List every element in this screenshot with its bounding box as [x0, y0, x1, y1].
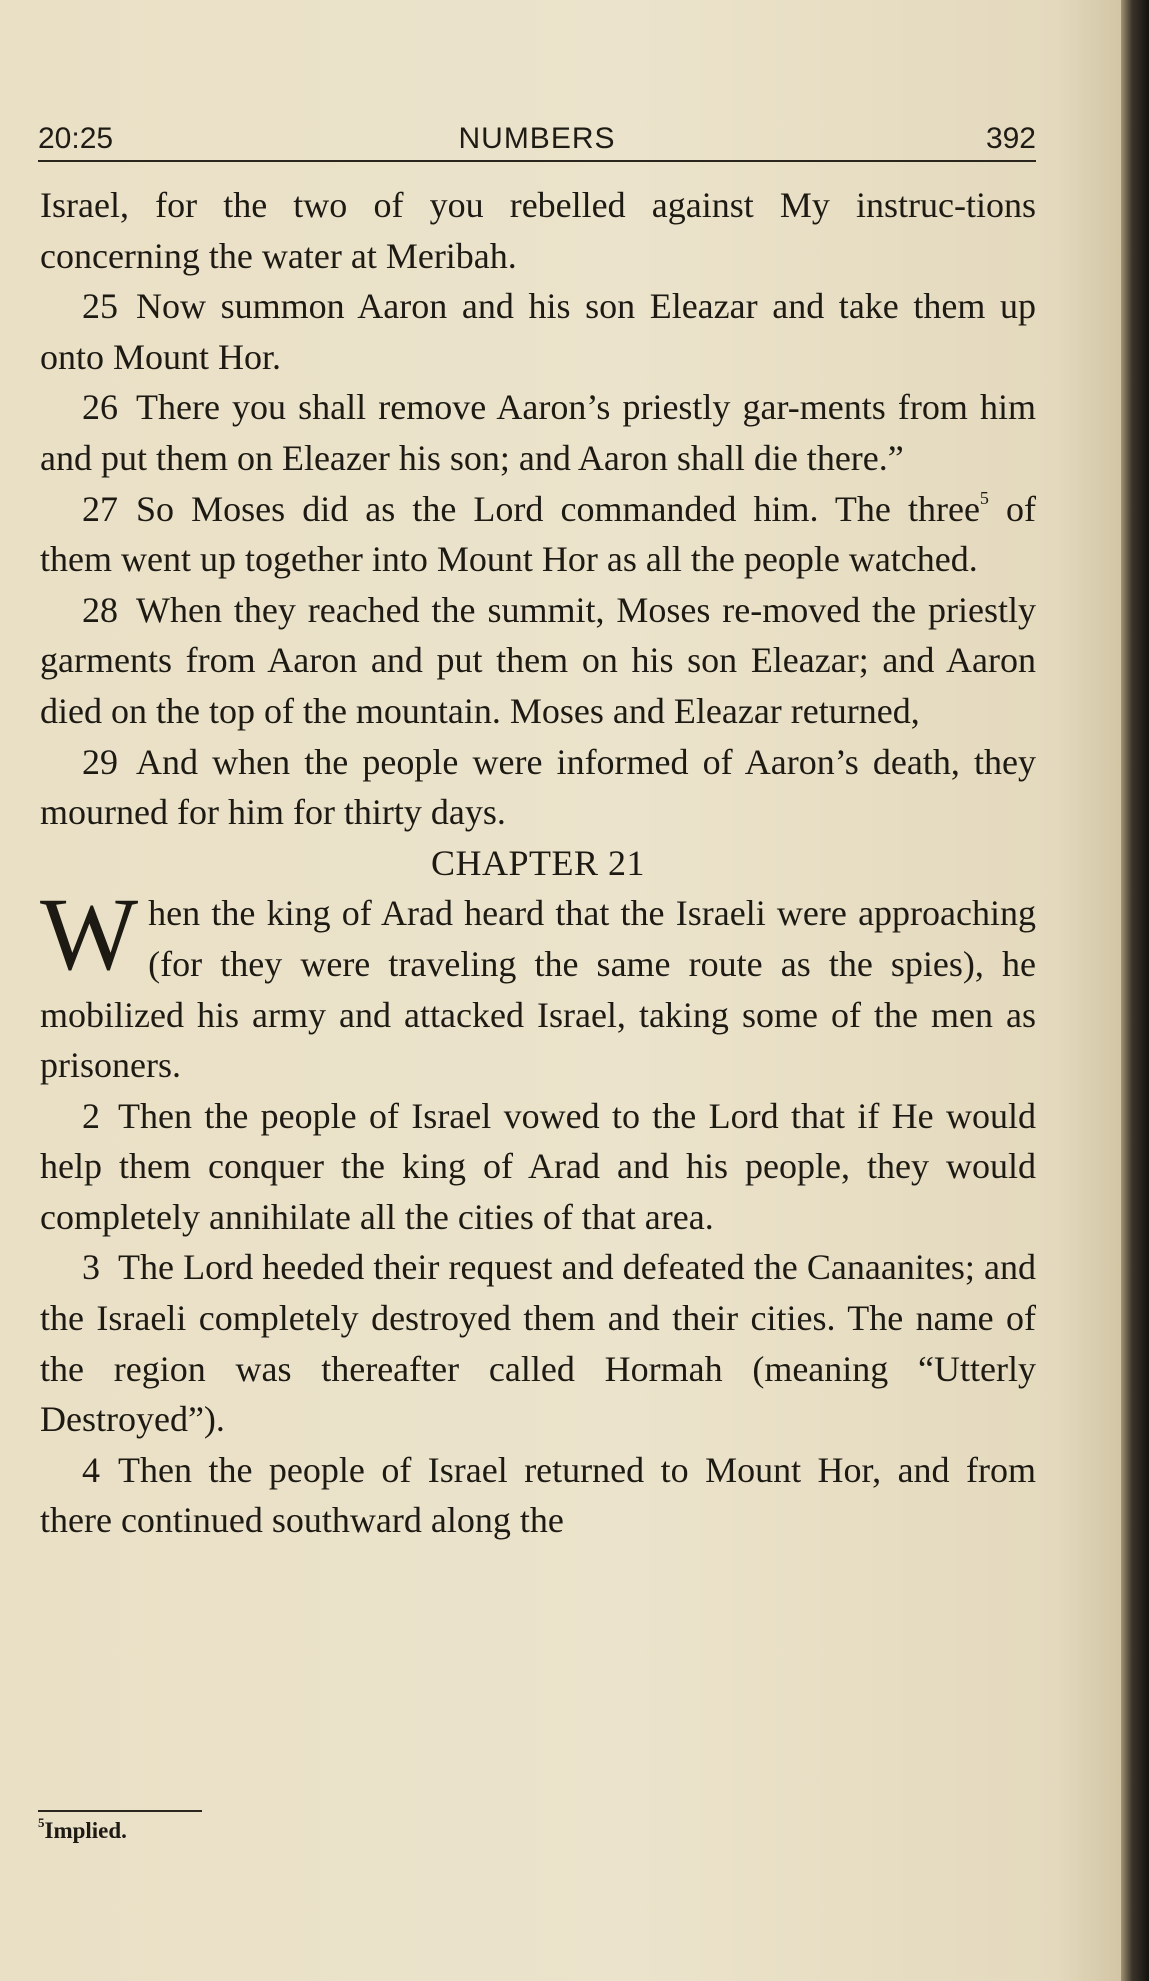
- running-head: [38, 120, 1036, 162]
- book-binding-shadow: [1121, 0, 1149, 1981]
- verse-text: Now summon Aaron and his son Eleazar and take them up onto Mount Hor.: [40, 286, 1036, 377]
- verse-number: 3: [82, 1247, 100, 1288]
- verse-text: The Lord heeded their request and defeated the Canaanites; and the Israeli completely destroyed them and their cities. The name of the region was thereafter called Hormah (meaning “Utterly Destroyed”).: [40, 1247, 1036, 1440]
- footnote-divider: [38, 1810, 202, 1812]
- footnote-reference: 5: [979, 487, 989, 508]
- verse-number: 27: [82, 488, 118, 529]
- verse-text: of them went up together into Mount Hor as all the people watched.: [40, 488, 1036, 580]
- verse-27: [40, 484, 1036, 585]
- verse-number: 4: [82, 1449, 100, 1490]
- page-number: 392: [985, 122, 1036, 155]
- chapter-verse-reference: 20:25: [38, 122, 114, 155]
- footnote-text: Implied.: [44, 1818, 127, 1843]
- verse-number: 2: [82, 1095, 100, 1136]
- verse-text: Then the people of Israel vowed to the Lord that if He would help them conquer the king of Arad and his people, they would completely annihilate all the cities of that area.: [40, 1095, 1036, 1237]
- verse-3: [40, 1242, 1036, 1444]
- verse-4: [40, 1445, 1036, 1546]
- verse-number: 26: [82, 387, 118, 428]
- verse-2: [40, 1091, 1036, 1243]
- verse-29: [40, 737, 1036, 838]
- verse-text: There you shall remove Aaron’s priestly gar-ments from him and put them on Eleazer his son; and Aaron shall die there.”: [40, 387, 1036, 478]
- footnote: [38, 1815, 127, 1844]
- chapter-opening-verse: [40, 877, 1036, 1090]
- verse-number: 28: [82, 589, 118, 630]
- verse-28: [40, 585, 1036, 737]
- body-text: [40, 180, 1036, 1546]
- verse-number: 25: [82, 286, 118, 327]
- verse-25: [40, 281, 1036, 382]
- verse-continuation: Israel, for the two of you rebelled against My instruc-tions concerning the water at Meribah.: [40, 185, 1036, 276]
- verse-number: 29: [82, 741, 118, 782]
- verse-text: And when the people were informed of Aaron’s death, they mourned for him for thirty days.: [40, 741, 1036, 833]
- footnote-mark: 5: [38, 1815, 45, 1831]
- verse-26: [40, 382, 1036, 483]
- verse-text: When they reached the summit, Moses re-moved the priestly garments from Aaron and put them on his son Eleazar; and Aaron died on the top of the mountain. Moses and Eleazar returned,: [40, 589, 1036, 731]
- verse-text: Then the people of Israel returned to Mount Hor, and from there continued southward along the: [40, 1449, 1036, 1541]
- verse-text: So Moses did as the Lord commanded him. The three: [136, 488, 980, 529]
- chapter-heading: CHAPTER 21: [430, 842, 646, 883]
- book-title: NUMBERS: [458, 122, 616, 155]
- drop-cap: W: [40, 877, 139, 993]
- verse-text: hen the king of Arad heard that the Israeli were approaching (for they were traveling the same route as the spies), he mobilized his army and attacked Israel, taking some of the men as prisoners.: [40, 893, 1036, 1086]
